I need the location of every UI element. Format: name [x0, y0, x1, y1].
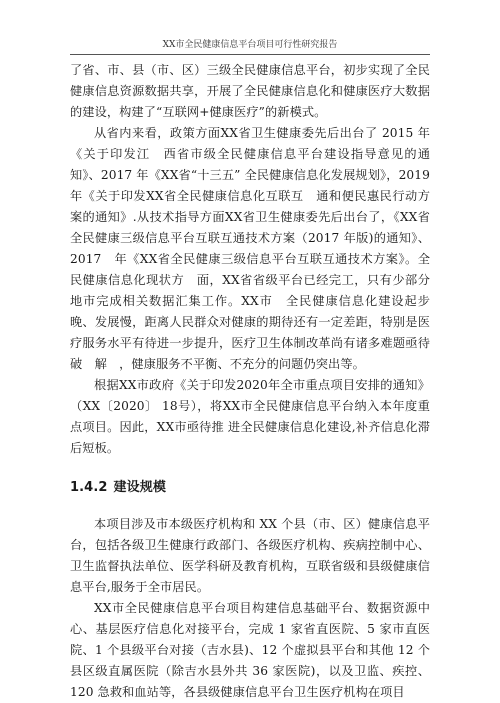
section-number: 1.4.2	[70, 480, 108, 495]
paragraph-4: 本项目涉及市本级医疗机构和 XX 个县（市、区）健康信息平台，包括各级卫生健康行政部门、各级医疗机构、疾病控制中心、卫生监督执法单位、医学科研及教育机构，互联省级和县级健康信息平台,服务于全市居民。	[70, 517, 430, 594]
running-header: XX市全民健康信息平台项目可行性研究报告	[70, 38, 430, 55]
paragraph-3: 根据XX市政府《关于印发2020年全市重点项目安排的通知》（XX〔2020〕 18号），将XX市全民健康信息平台纳入本年度重点项目。因此，XX市亟待推 进全民健康信息化建设,补齐信息化滞后短板。	[70, 378, 430, 455]
section-heading	[70, 477, 430, 498]
paragraph-5: XX市全民健康信息平台项目构建信息基础平台、数据资源中心、基层医疗信息化对接平台，完成 1 家省直医院、5 家市直医院、1 个县级平台对接（吉水县)、12 个虚拟县平台和其他 12 个县区级直属医院（除吉水县外共 36 家医院)，以及卫监、疾控、120 急救和血站等，各县级健康信息平台卫生医疗机构在项目	[70, 601, 430, 699]
section-title: 建设规模	[113, 480, 166, 495]
body-text	[70, 60, 430, 703]
paragraph-1: 了省、市、县（市、区）三级全民健康信息平台，初步实现了全民健康信息资源数据共享，开展了全民健康信息化和健康医疗大数据的建设，构建了“互联网+健康医疗”的新模式。	[70, 63, 430, 119]
paragraph-2: 从省内来看，政策方面XX省卫生健康委先后出台了 2015 年《关于印发江 西省市级全民健康信息平台建设指导意见的通知》、2017 年《XX省“十三五” 全民健康信息化发展规划》，2019 年《关于印发XX省全民健康信息化互联互 通和便民惠民行动方案的通知》.从技术指导方面XX省卫生健康委先后出台了，《XX省全民健康三级信息平台互联互通技术方案（2017 年版)的通知》、2017 年《XX省全民健康三级信息平台互联互通技术方案》。全民健康信息化现状方 面，XX省省级平台已经完工，只有少部分地市完成相关数据汇集工作。XX市 全民健康信息化建设起步晚、发展慢，距离人民群众对健康的期待还有一定差距，特别是医疗服务水平有待进一步提升，医疗卫生体制改革尚有诸多难题亟待破 解 ，健康服务不平衡、不充分的问题仍突出等。	[70, 126, 430, 371]
